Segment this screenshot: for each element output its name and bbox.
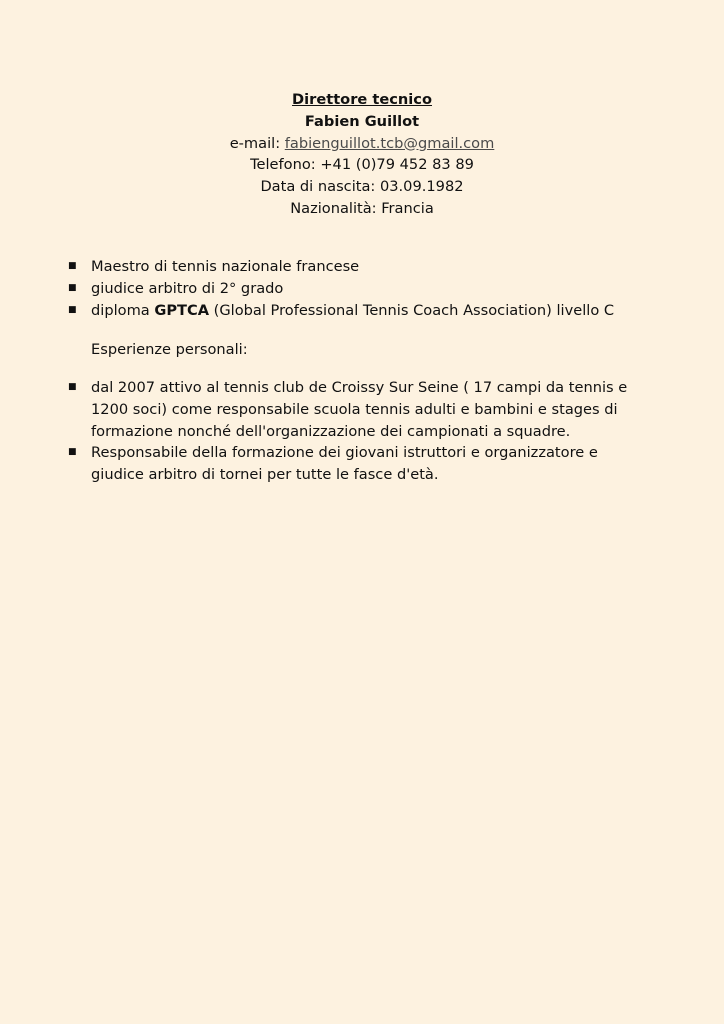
bullet-square-icon: ■	[68, 304, 77, 315]
contact-header	[0, 89, 724, 220]
qualification-text: Maestro di tennis nazionale francese	[91, 258, 360, 275]
qualification-acronym: GPTCA	[154, 301, 210, 319]
email-label: e-mail:	[229, 134, 285, 152]
list-item	[0, 256, 724, 278]
bullet-square-icon: ■	[68, 382, 77, 392]
experience-list	[0, 377, 724, 486]
list-item	[0, 300, 724, 322]
phone-line: Telefono: +41 (0)79 452 83 89	[250, 156, 474, 174]
nationality-line: Nazionalità: Francia	[290, 199, 434, 217]
list-item	[0, 442, 724, 486]
experience-text: dal 2007 attivo al tennis club de Croissy Sur Seine ( 17 campi da tennis e 1200 soci) come responsabile scuola tennis adulti e bambini e stages di formazione nonché dell'organizzazione dei campionati a squadre.	[91, 379, 628, 440]
email-link[interactable]: fabienguillot.tcb@gmail.com	[284, 134, 495, 152]
bullet-square-icon: ■	[68, 282, 77, 293]
qualifications-list	[0, 256, 724, 321]
qualification-prefix: diploma	[91, 301, 155, 319]
birth-date-line: Data di nascita: 03.09.1982	[260, 178, 464, 196]
bullet-square-icon: ■	[68, 261, 77, 271]
list-item	[0, 278, 724, 300]
qualification-text: giudice arbitro di 2° grado	[91, 279, 284, 297]
experience-title: Esperienze personali:	[91, 341, 248, 358]
experience-text: Responsabile della formazione dei giovani istruttori e organizzatore e giudice arbitro di tornei per tutte le fasce d'età.	[91, 444, 598, 484]
bullet-square-icon: ■	[68, 447, 77, 458]
list-item	[0, 377, 724, 442]
role-title: Direttore tecnico	[292, 91, 432, 108]
qualification-suffix: (Global Professional Tennis Coach Association) livello C	[209, 301, 615, 319]
person-name: Fabien Guillot	[304, 112, 420, 130]
email-line	[0, 133, 724, 155]
